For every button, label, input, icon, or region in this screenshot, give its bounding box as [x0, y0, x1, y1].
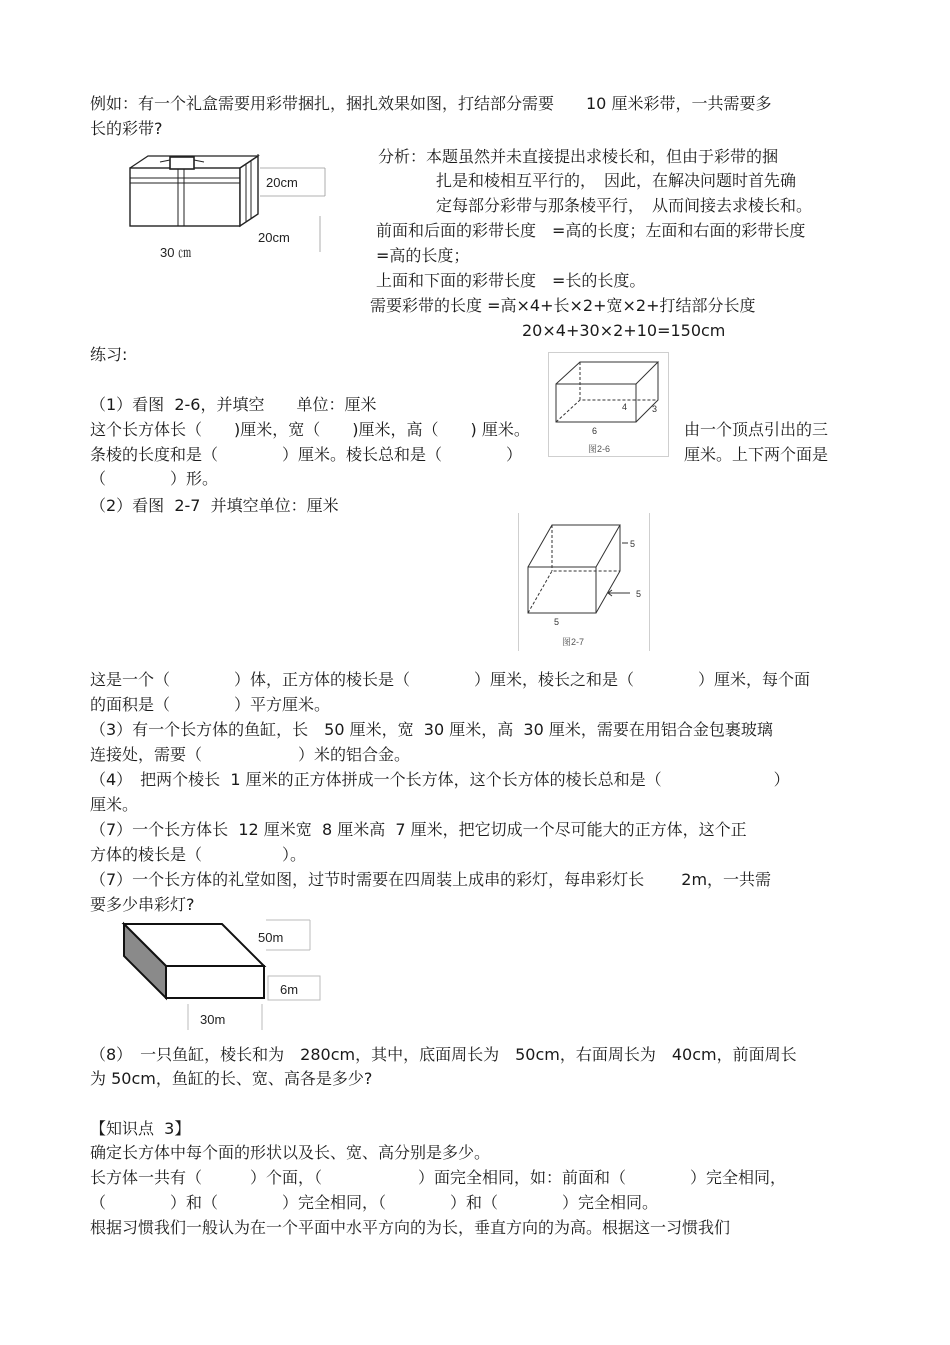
analysis-line-6: 上面和下面的彩带长度 =长的长度。 [376, 271, 646, 290]
figure-2-6 [548, 352, 670, 458]
q8-line-2: 为 50cm，鱼缸的长、宽、高各是多少? [90, 1069, 373, 1088]
example-line-2: 长的彩带? [90, 119, 163, 138]
gift-box-height-label: 20cm [266, 175, 298, 190]
q3-line-1: （3）有一个长方体的鱼缸，长 50 厘米，宽 30 厘米，高 30 厘米，需要在用铝合金包裹玻璃 [90, 720, 773, 739]
analysis-line-4: 前面和后面的彩带长度 =高的长度；左面和右面的彩带长度 [376, 221, 806, 240]
fig27-top-label: 5 [630, 539, 636, 549]
gift-box-width-label: 20cm [258, 230, 290, 245]
fig26-height-label: 3 [652, 404, 658, 414]
example-line-1: 例如：有一个礼盒需要用彩带捆扎，捆扎效果如图，打结部分需要 10 厘米彩带，一共需要多 [90, 94, 772, 113]
k3-line-1: 确定长方体中每个面的形状以及长、宽、高分别是多少。 [90, 1143, 491, 1162]
q4-line-1: （4） 把两个棱长 1 厘米的正方体拼成一个长方体，这个长方体的棱长总和是（ ） [90, 770, 790, 789]
q1-line-1: （1）看图 2-6，并填空 单位：厘米 [90, 395, 377, 414]
fig26-length-label: 6 [592, 426, 598, 436]
q7a-line-2: 方体的棱长是（ ）。 [90, 845, 307, 864]
q1-right-2: 厘米。上下两个面是 [684, 445, 829, 464]
q1-line-4: （ ）形。 [90, 469, 219, 488]
fig26-width-label: 4 [622, 402, 628, 412]
q4-line-2: 厘米。 [90, 795, 139, 814]
k3-line-4: 根据习惯我们一般认为在一个平面中水平方向的为长，垂直方向的为高。根据这一习惯我们 [90, 1218, 731, 1237]
q7b-line-1: （7）一个长方体的礼堂如图，过节时需要在四周装上成串的彩灯，每串彩灯长 2m，一共需 [90, 870, 772, 889]
q2-line-1: （2）看图 2-7 并填空单位：厘米 [90, 496, 339, 515]
hall-height-label: 6m [280, 982, 299, 997]
hall-width-label: 50m [258, 930, 284, 945]
fig27-caption: 图2-7 [562, 637, 585, 647]
q2-line-2: 这是一个（ ）体，正方体的棱长是（ ）厘米，棱长之和是（ ）厘米，每个面 [90, 670, 811, 689]
fig27-bottom-label: 5 [554, 617, 560, 627]
gift-box-figure [120, 148, 330, 266]
hall-length-label: 30m [200, 1012, 226, 1027]
k3-line-3: （ ）和（ ）完全相同，（ ）和（ ）完全相同。 [90, 1193, 659, 1212]
q7b-line-2: 要多少串彩灯? [90, 895, 195, 914]
gift-box-length-label: 30 ㎝ [160, 245, 192, 260]
q3-line-2: 连接处，需要（ ）米的铝合金。 [90, 745, 411, 764]
k3-line-2: 长方体一共有（ ）个面，（ ）面完全相同，如：前面和（ ）完全相同， [90, 1168, 787, 1187]
k3-title: 【知识点 3】 [90, 1119, 191, 1138]
q8-line-1: （8） 一只鱼缸，棱长和为 280cm，其中，底面周长为 50cm，右面周长为 40cm，前面周长 [90, 1045, 797, 1064]
q1-right-1: 由一个顶点引出的三 [684, 420, 829, 439]
analysis-line-5: =高的长度； [376, 246, 470, 265]
hall-figure [118, 914, 328, 1034]
analysis-calculation: 20×4+30×2+10=150cm [522, 321, 726, 340]
q1-line-2: 这个长方体长（ )厘米，宽（ )厘米，高（ ) 厘米。 [90, 420, 530, 439]
analysis-line-3: 定每部分彩带与那条棱平行， 从而间接去求棱长和。 [436, 196, 813, 215]
analysis-line-2: 扎是和棱相互平行的， 因此，在解决问题时首先确 [436, 171, 797, 190]
practice-title: 练习: [90, 345, 128, 364]
analysis-formula: 需要彩带的长度 =高×4+长×2+宽×2+打结部分长度 [370, 296, 756, 315]
q7a-line-1: （7）一个长方体长 12 厘米宽 8 厘米高 7 厘米，把它切成一个尽可能大的正方体，这个正 [90, 820, 747, 839]
fig26-caption: 图2-6 [588, 444, 611, 454]
fig27-side-label: 5 [636, 589, 642, 599]
figure-2-7 [518, 513, 650, 651]
q1-line-3: 条棱的长度和是（ ）厘米。棱长总和是（ ） [90, 445, 523, 464]
q2-line-3: 的面积是（ ）平方厘米。 [90, 695, 331, 714]
analysis-line-1: 分析：本题虽然并未直接提出求棱长和，但由于彩带的捆 [378, 147, 779, 166]
